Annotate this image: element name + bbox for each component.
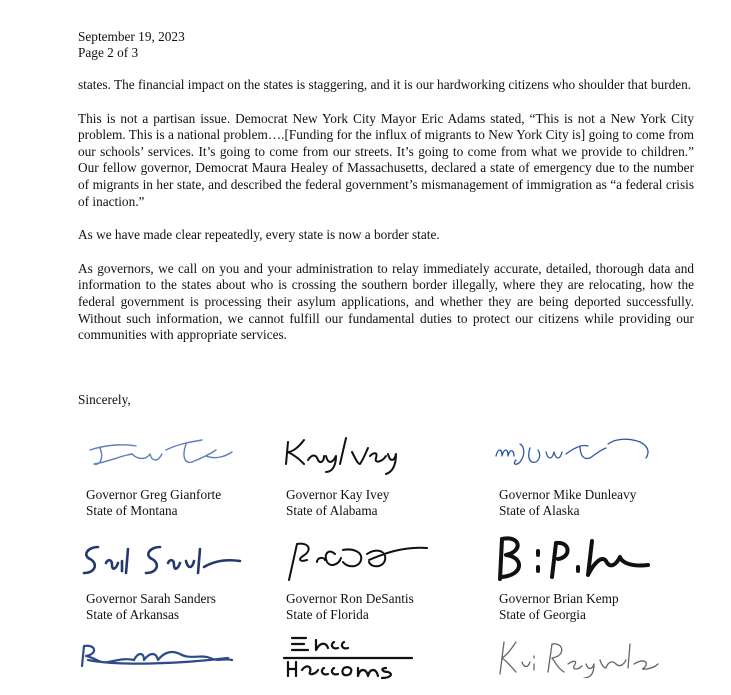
signer-state: State of Florida bbox=[286, 607, 369, 622]
signature-partial-right bbox=[494, 634, 664, 678]
signature-ivey bbox=[282, 430, 412, 478]
signer-name: Governor Brian Kemp bbox=[499, 591, 619, 606]
paragraph: states. The financial impact on the states is staggering, and it is our hardworking citizens who shoulder that burden. bbox=[78, 77, 692, 92]
signer-state: State of Montana bbox=[86, 503, 178, 518]
signature-dunleavy bbox=[490, 434, 660, 482]
signer-state: State of Alabama bbox=[286, 503, 378, 518]
signer-kemp bbox=[499, 591, 699, 623]
signature-kemp bbox=[494, 533, 654, 585]
signer-name: Governor Kay Ivey bbox=[286, 487, 390, 502]
letter-header bbox=[78, 29, 185, 61]
signer-state: State of Georgia bbox=[499, 607, 586, 622]
signature-partial-left bbox=[78, 638, 238, 672]
paragraph: As we have made clear repeatedly, every state is now a border state. bbox=[78, 227, 440, 243]
paragraph: This is not a partisan issue. Democrat New York City Mayor Eric Adams stated, “This is not a New York City problem. This is a national problem….[Funding for the influx of migrants to New York City is] going to come from our schools’ services. It’s going to come from our streets. It’s going to come from what we provide to children.” Our fellow governor, Democrat Maura Healey of Massachusetts, declared a state of emergency due to the number of migrants in her state, and described the federal government’s mismanagement of immigration as “a federal crisis of inaction.” bbox=[78, 110, 694, 209]
signer-desantis bbox=[286, 591, 486, 623]
signature-sanders bbox=[78, 537, 248, 583]
signer-name: Governor Mike Dunleavy bbox=[499, 487, 637, 502]
signer-name: Governor Sarah Sanders bbox=[86, 591, 216, 606]
letter-body bbox=[78, 77, 694, 361]
signature-partial-middle bbox=[282, 632, 422, 680]
signer-dunleavy bbox=[499, 487, 699, 519]
signature-gianforte bbox=[86, 434, 236, 474]
page-number: Page 2 of 3 bbox=[78, 45, 139, 60]
closing: Sincerely, bbox=[78, 392, 131, 407]
signer-state: State of Alaska bbox=[499, 503, 580, 518]
signer-name: Governor Ron DeSantis bbox=[286, 591, 414, 606]
signer-gianforte bbox=[86, 487, 286, 519]
signer-name: Governor Greg Gianforte bbox=[86, 487, 222, 502]
signer-state: State of Arkansas bbox=[86, 607, 180, 622]
signer-ivey bbox=[286, 487, 486, 519]
signer-sanders bbox=[86, 591, 286, 623]
letter-date: September 19, 2023 bbox=[78, 29, 185, 44]
signature-desantis bbox=[283, 536, 433, 586]
paragraph: As governors, we call on you and your administration to relay immediately accurate, detailed, thorough data and information to the states about who is crossing the southern border illegally, where they are relocating, how the federal government is processing their asylum applications, and whether they are being deported successfully. Without such information, we cannot fulfill our fundamental duties to protect our citizens while providing our communities with appropriate services. bbox=[78, 260, 694, 343]
